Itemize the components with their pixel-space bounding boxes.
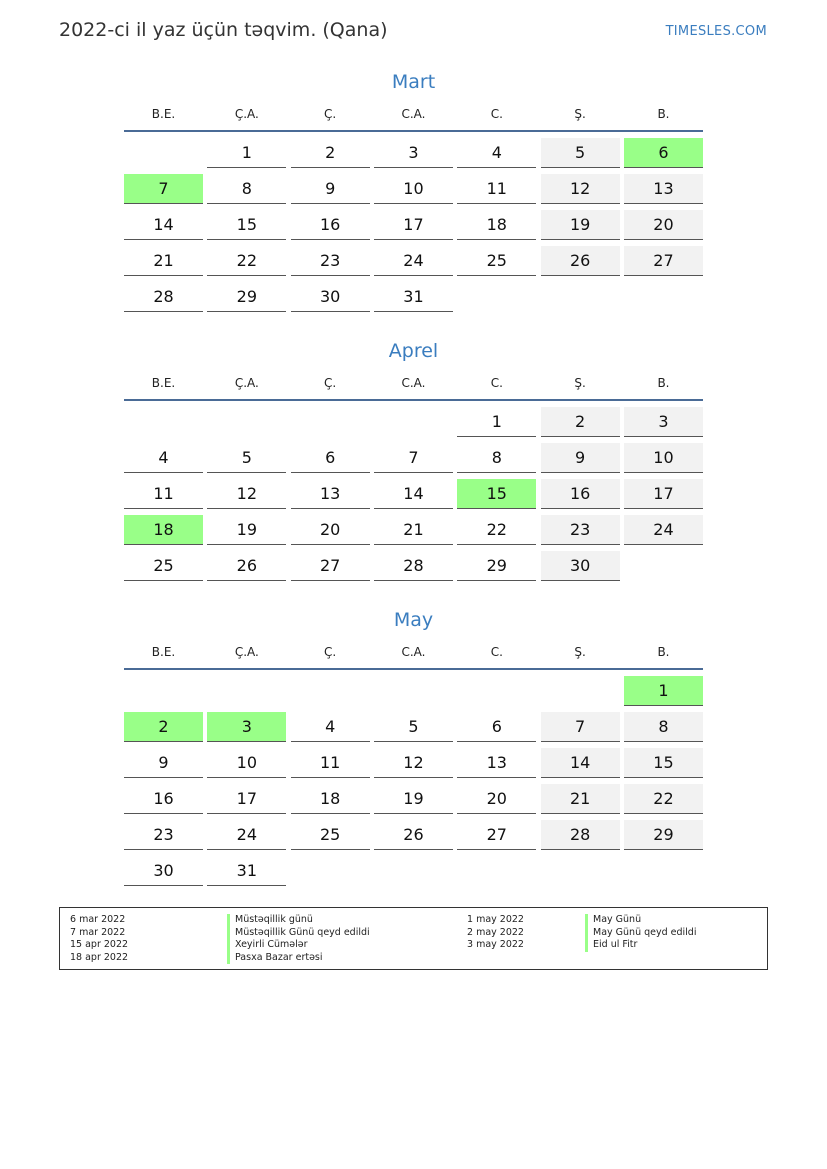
- day-cell: 6: [291, 443, 370, 473]
- weekday-header: [124, 642, 703, 668]
- day-cell: 25: [457, 246, 536, 276]
- empty-cell: [374, 407, 453, 437]
- day-cell: 20: [457, 784, 536, 814]
- weekday-label: B.: [657, 107, 670, 121]
- day-grid: [124, 676, 703, 886]
- weekday-label: Ç.: [324, 645, 337, 659]
- day-cell: 18: [457, 210, 536, 240]
- day-cell: 21: [541, 784, 620, 814]
- month-title: Mart: [391, 71, 436, 93]
- day-cell: 27: [457, 820, 536, 850]
- day-cell: 9: [291, 174, 370, 204]
- holiday-day-cell: 2: [124, 712, 203, 742]
- day-cell: 10: [624, 443, 703, 473]
- day-cell: 31: [374, 282, 453, 312]
- day-cell: 1: [207, 138, 286, 168]
- day-cell: 2: [291, 138, 370, 168]
- day-cell: 26: [541, 246, 620, 276]
- day-cell: 12: [207, 479, 286, 509]
- weekday-label: B.E.: [151, 376, 176, 390]
- holiday-day-cell: 1: [624, 676, 703, 706]
- day-cell: 22: [207, 246, 286, 276]
- weekday-label: Ç.: [324, 107, 337, 121]
- day-cell: 2: [541, 407, 620, 437]
- day-cell: 24: [624, 515, 703, 545]
- day-cell: 15: [207, 210, 286, 240]
- day-cell: 26: [374, 820, 453, 850]
- day-cell: 3: [624, 407, 703, 437]
- weekday-label: C.A.: [401, 107, 426, 121]
- day-cell: 27: [624, 246, 703, 276]
- day-cell: 14: [374, 479, 453, 509]
- legend-holiday-name: May Günü qeyd edildi: [585, 927, 696, 940]
- holiday-day-cell: 18: [124, 515, 203, 545]
- empty-cell: [291, 407, 370, 437]
- day-cell: 3: [374, 138, 453, 168]
- header-divider: [124, 130, 703, 132]
- day-cell: 15: [624, 748, 703, 778]
- day-cell: 21: [124, 246, 203, 276]
- empty-cell: [124, 676, 203, 706]
- weekday-label: Ş.: [574, 107, 586, 121]
- day-cell: 17: [374, 210, 453, 240]
- holiday-day-cell: 6: [624, 138, 703, 168]
- day-cell: 17: [207, 784, 286, 814]
- empty-cell: [541, 676, 620, 706]
- day-cell: 7: [374, 443, 453, 473]
- day-cell: 28: [124, 282, 203, 312]
- month-aprel: [124, 337, 703, 581]
- empty-cell: [374, 676, 453, 706]
- page-title: 2022-ci il yaz üçün təqvim. (Qana): [59, 19, 388, 41]
- legend-date: 1 may 2022: [467, 914, 524, 925]
- day-cell: 14: [541, 748, 620, 778]
- weekday-label: C.: [490, 376, 503, 390]
- weekday-label: Ç.A.: [234, 645, 259, 659]
- day-cell: 16: [291, 210, 370, 240]
- day-cell: 10: [374, 174, 453, 204]
- day-cell: 31: [207, 856, 286, 886]
- empty-cell: [457, 676, 536, 706]
- brand-link[interactable]: TIMESLES.COM: [665, 24, 767, 39]
- weekday-label: Ç.A.: [234, 107, 259, 121]
- legend-holiday-name: Eid ul Fitr: [585, 939, 696, 952]
- day-cell: 12: [374, 748, 453, 778]
- day-cell: 6: [457, 712, 536, 742]
- header-divider: [124, 399, 703, 401]
- day-grid: [124, 407, 703, 581]
- weekday-header: [124, 104, 703, 130]
- day-cell: 25: [291, 820, 370, 850]
- weekday-label: C.A.: [401, 376, 426, 390]
- holiday-legend: [59, 907, 768, 970]
- legend-holiday-name: Xeyirli Cümələr: [227, 939, 370, 952]
- legend-date: 3 may 2022: [467, 939, 524, 950]
- day-cell: 14: [124, 210, 203, 240]
- month-may: [124, 606, 703, 886]
- weekday-label: C.A.: [401, 645, 426, 659]
- day-cell: 11: [291, 748, 370, 778]
- day-cell: 10: [207, 748, 286, 778]
- day-cell: 17: [624, 479, 703, 509]
- legend-holiday-name: May Günü: [585, 914, 696, 927]
- day-cell: 25: [124, 551, 203, 581]
- holiday-day-cell: 3: [207, 712, 286, 742]
- weekday-header: [124, 373, 703, 399]
- day-cell: 9: [541, 443, 620, 473]
- legend-left-dates: [70, 914, 128, 964]
- day-cell: 23: [124, 820, 203, 850]
- legend-date: 2 may 2022: [467, 926, 524, 938]
- holiday-day-cell: 15: [457, 479, 536, 509]
- weekday-label: Ş.: [574, 645, 586, 659]
- weekday-label: Ş.: [574, 376, 586, 390]
- month-title: May: [393, 609, 434, 631]
- day-cell: 11: [124, 479, 203, 509]
- day-cell: 24: [207, 820, 286, 850]
- day-cell: 30: [124, 856, 203, 886]
- empty-cell: [207, 407, 286, 437]
- day-cell: 19: [374, 784, 453, 814]
- day-cell: 11: [457, 174, 536, 204]
- weekday-label: B.E.: [151, 107, 176, 121]
- day-cell: 4: [457, 138, 536, 168]
- empty-cell: [291, 676, 370, 706]
- day-cell: 4: [124, 443, 203, 473]
- day-cell: 29: [624, 820, 703, 850]
- legend-left-names: [227, 914, 370, 964]
- legend-holiday-name: Müstəqillik Günü qeyd edildi: [227, 927, 370, 940]
- weekday-label: Ç.: [324, 376, 337, 390]
- weekday-label: C.: [490, 107, 503, 121]
- empty-cell: [124, 138, 203, 168]
- day-cell: 29: [207, 282, 286, 312]
- day-cell: 30: [541, 551, 620, 581]
- day-cell: 27: [291, 551, 370, 581]
- day-cell: 9: [124, 748, 203, 778]
- empty-cell: [124, 407, 203, 437]
- legend-holiday-name: Pasxa Bazar ertəsi: [227, 952, 370, 965]
- weekday-label: B.: [657, 376, 670, 390]
- day-cell: 29: [457, 551, 536, 581]
- day-cell: 1: [457, 407, 536, 437]
- weekday-label: Ç.A.: [234, 376, 259, 390]
- day-cell: 24: [374, 246, 453, 276]
- day-cell: 13: [457, 748, 536, 778]
- day-cell: 8: [457, 443, 536, 473]
- day-cell: 19: [207, 515, 286, 545]
- day-cell: 5: [207, 443, 286, 473]
- day-cell: 22: [457, 515, 536, 545]
- day-cell: 5: [374, 712, 453, 742]
- legend-right-names: [585, 914, 696, 952]
- header-divider: [124, 668, 703, 670]
- day-cell: 16: [124, 784, 203, 814]
- weekday-label: C.: [490, 645, 503, 659]
- legend-holiday-name: Müstəqillik günü: [227, 914, 370, 927]
- day-cell: 21: [374, 515, 453, 545]
- day-cell: 5: [541, 138, 620, 168]
- month-mart: [124, 68, 703, 312]
- legend-date: 6 mar 2022: [70, 914, 126, 925]
- day-cell: 12: [541, 174, 620, 204]
- weekday-label: B.E.: [151, 645, 176, 659]
- day-cell: 26: [207, 551, 286, 581]
- day-cell: 22: [624, 784, 703, 814]
- day-cell: 13: [291, 479, 370, 509]
- day-cell: 28: [374, 551, 453, 581]
- legend-date: 18 apr 2022: [70, 951, 129, 963]
- day-cell: 7: [541, 712, 620, 742]
- day-cell: 28: [541, 820, 620, 850]
- day-cell: 20: [291, 515, 370, 545]
- holiday-day-cell: 7: [124, 174, 203, 204]
- weekday-label: B.: [657, 645, 670, 659]
- empty-cell: [207, 676, 286, 706]
- day-cell: 18: [291, 784, 370, 814]
- day-cell: 20: [624, 210, 703, 240]
- day-cell: 13: [624, 174, 703, 204]
- day-cell: 4: [291, 712, 370, 742]
- day-cell: 19: [541, 210, 620, 240]
- day-cell: 30: [291, 282, 370, 312]
- day-cell: 8: [624, 712, 703, 742]
- day-cell: 8: [207, 174, 286, 204]
- day-cell: 23: [291, 246, 370, 276]
- legend-date: 15 apr 2022: [70, 939, 129, 950]
- month-title: Aprel: [388, 340, 439, 362]
- day-grid: [124, 138, 703, 312]
- legend-right-dates: [467, 914, 524, 952]
- day-cell: 16: [541, 479, 620, 509]
- legend-date: 7 mar 2022: [70, 926, 126, 938]
- day-cell: 23: [541, 515, 620, 545]
